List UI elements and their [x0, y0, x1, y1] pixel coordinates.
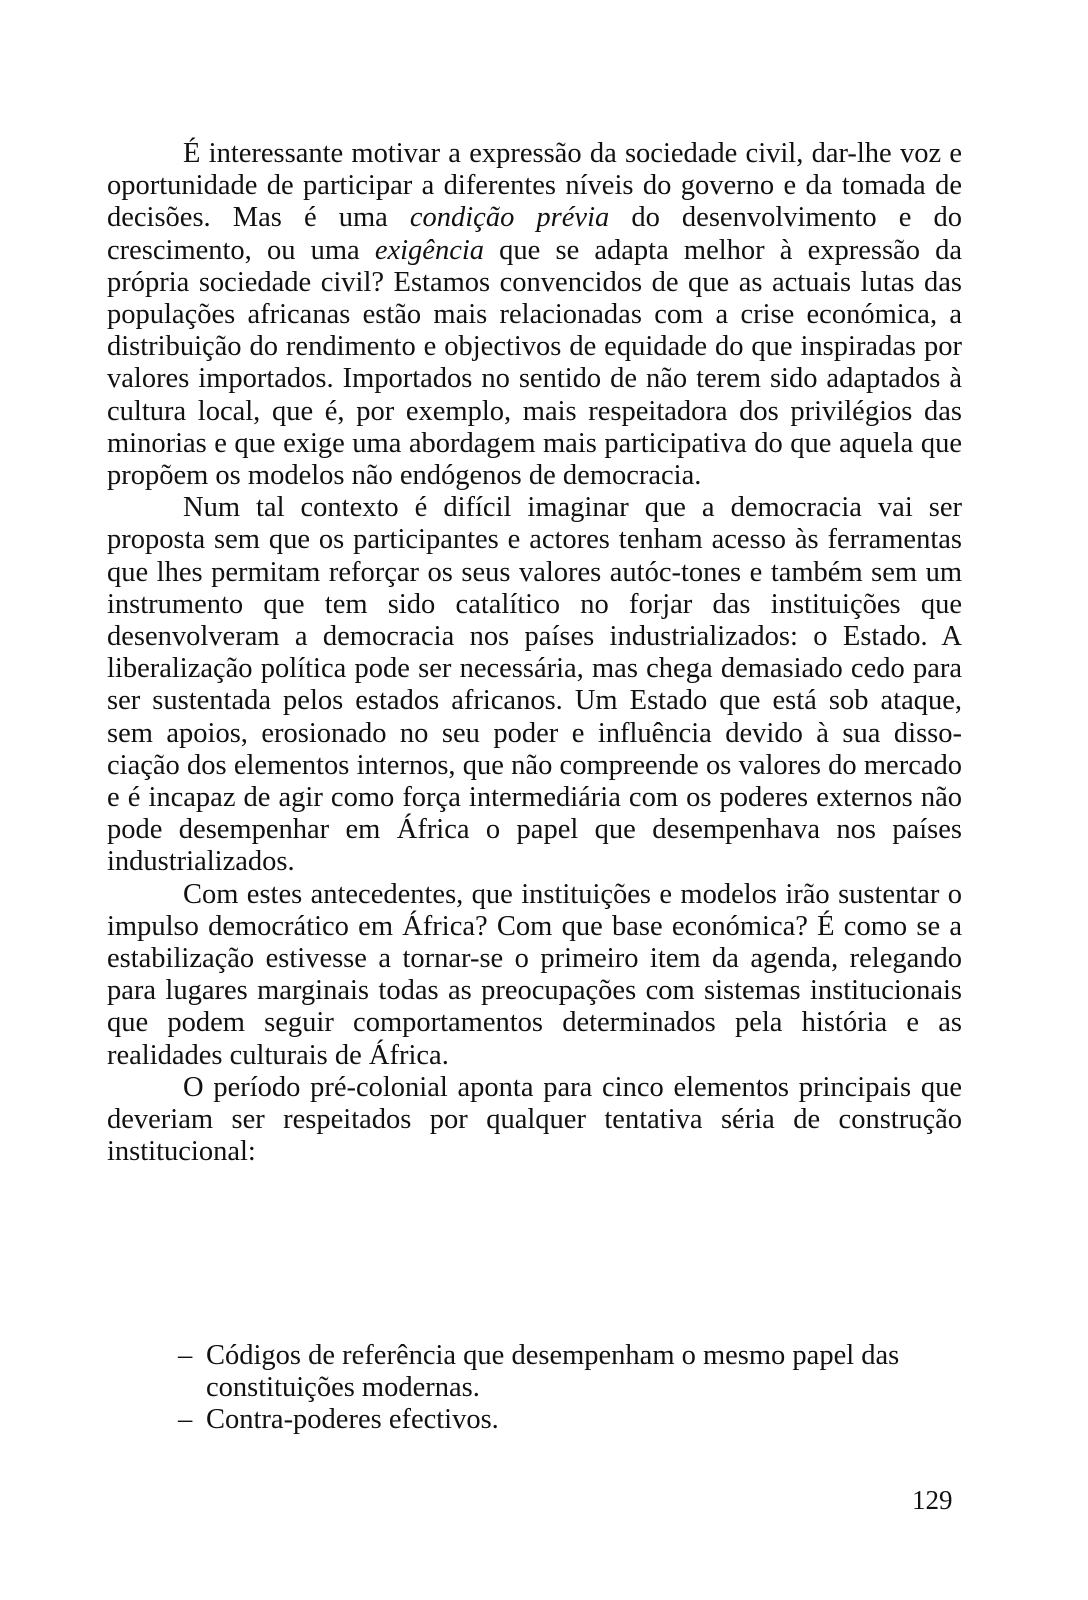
- list-item: [178, 1340, 968, 1404]
- body-text: [107, 138, 962, 1169]
- list-item-text: Contra-poderes efectivos.: [206, 1404, 499, 1436]
- list-item: [178, 1404, 968, 1436]
- list-item-text: Códigos de referência que desempenham o mesmo papel das constituições modernas.: [206, 1340, 900, 1404]
- paragraph-1-text: que se adapta melhor à expressão da própria sociedade civil? Estamos convencidos de que as actuais lutas das populações africanas estão mais relacionadas com a crise económica, a distribuição do rendimento e objectivos de equidade do que inspiradas por valores importados. Importados no sentido de não terem sido adaptados à cultura local, que é, por exemplo, mais respeitadora dos privilégios das minorias e que exige uma abordagem mais participativa do que aquela que propõem os modelos não endógenos de democracia.: [107, 234, 962, 492]
- paragraph-1-text: É interessante motivar a expressão da sociedade civil, dar-lhe voz e oportunidade de participar a diferentes níveis do governo e da tomada de decisões. Mas é uma: [107, 138, 962, 234]
- paragraph-1: [107, 138, 962, 492]
- list-dash: –: [178, 1404, 193, 1436]
- paragraph-4-text: O período pré-colonial aponta para cinco elementos principais que deveriam ser respeitados por qualquer tentativa séria de construção institucional:: [107, 1071, 962, 1168]
- paragraph-1-text: do desenvolvimento e do crescimento, ou uma: [107, 202, 962, 266]
- emphasis-condicao-previa: condição prévia: [409, 202, 610, 234]
- page-number: 129: [912, 1485, 953, 1515]
- paragraph-3: [107, 879, 962, 1072]
- list-dash: –: [178, 1340, 193, 1371]
- paragraph-3-text: Com estes antecedentes, que instituições e modelos irão sustentar o impulso democrático em África? Com que base económica? É como se a estabilização estivesse a tornar-se o primeiro item da agenda, relegando para lugares marginais todas as preocupações com sistemas institucionais que podem seguir comportamentos determinados pela história e as realidades culturais de África.: [107, 878, 962, 1071]
- element-list: [178, 1340, 968, 1437]
- paragraph-2: [107, 492, 962, 878]
- emphasis-exigencia: exigência: [374, 234, 485, 266]
- paragraph-4: [107, 1072, 962, 1169]
- paragraph-2-text: Num tal contexto é difícil imaginar que a democracia vai ser proposta sem que os participantes e actores tenham acesso às ferramentas que lhes permitam reforçar os seus valores autóc-tones e também sem um instrumento que tem sido catalítico no forjar das instituições que desenvolveram a democracia nos países industrializados: o Estado. A liberalização política pode ser necessária, mas chega demasiado cedo para ser sustentada pelos estados africanos. Um Estado que está sob ataque, sem apoios, erosionado no seu poder e influência devido à sua disso-ciação dos elementos internos, que não compreende os valores do mercado e é incapaz de agir como força intermediária com os poderes externos não pode desempenhar em África o papel que desempenhava nos países industrializados.: [107, 492, 962, 878]
